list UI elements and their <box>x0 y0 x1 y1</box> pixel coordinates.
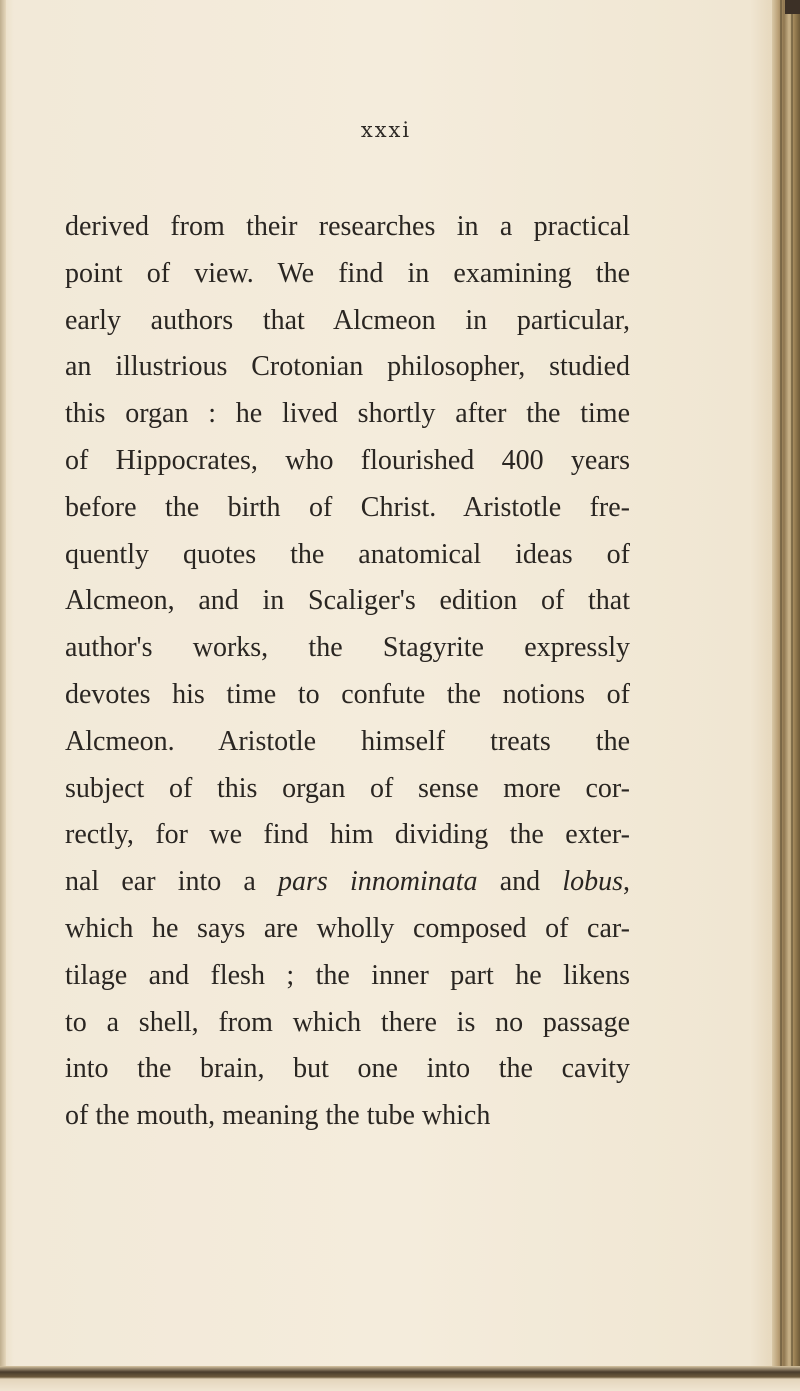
text-line: an illustrious Crotonian philosopher, studied <box>65 351 630 383</box>
text-line: which he says are wholly composed of car- <box>65 912 630 944</box>
text-line: subject of this organ of sense more cor- <box>65 772 630 804</box>
text-line: author's works, the Stagyrite expressly <box>65 632 630 664</box>
text-line: of the mouth, meaning the tube which <box>65 1100 491 1132</box>
text-line: devotes his time to confute the notions of <box>65 678 630 710</box>
text-line: rectly, for we find him dividing the exter- <box>65 819 630 851</box>
text-line-italic-terms <box>65 859 630 906</box>
body-text <box>65 204 630 1140</box>
text-segment: and <box>477 866 563 898</box>
text-line: Alcmeon. Aristotle himself treats the <box>65 725 630 757</box>
book-spine <box>772 0 800 1391</box>
text-segment: , <box>623 866 630 898</box>
text-line: early authors that Alcmeon in particular, <box>65 304 630 336</box>
spine-shadow-line <box>791 0 793 1391</box>
page-bottom-edge <box>0 1366 800 1391</box>
text-line: Alcmeon, and in Scaliger's edition of that <box>65 585 630 617</box>
text-line: of Hippocrates, who flourished 400 years <box>65 444 630 476</box>
text-line: before the birth of Christ. Aristotle fre- <box>65 491 630 523</box>
italic-term-lobus: lobus <box>562 866 623 898</box>
text-line: tilage and flesh ; the inner part he likens <box>65 959 630 991</box>
corner-shadow <box>785 0 800 14</box>
spine-shadow-line <box>780 0 782 1391</box>
text-line: quently quotes the anatomical ideas of <box>65 538 630 570</box>
text-line: into the brain, but one into the cavity <box>65 1053 630 1085</box>
text-line: point of view. We find in examining the <box>65 257 630 289</box>
text-line: this organ : he lived shortly after the time <box>65 398 630 430</box>
page-number: xxxi <box>360 118 412 142</box>
page-left-edge <box>0 0 6 1391</box>
text-segment: nal ear into a <box>65 866 279 898</box>
text-line: derived from their researches in a practical <box>65 211 630 242</box>
italic-term-pars-innominata: pars innominata <box>278 866 478 898</box>
text-line: to a shell, from which there is no passage <box>65 1006 630 1038</box>
